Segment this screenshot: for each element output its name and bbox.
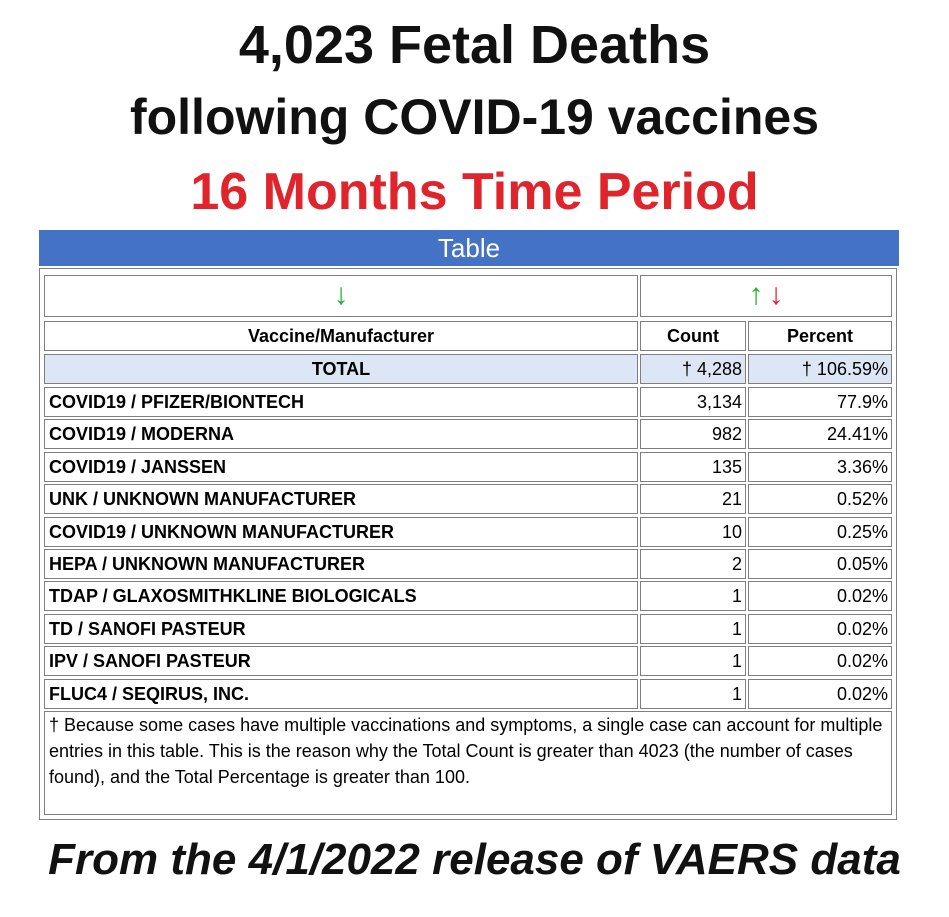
total-row-count: † 4,288 — [640, 354, 746, 384]
total-row-label: TOTAL — [44, 354, 638, 384]
table-row-count: 135 — [640, 452, 746, 482]
table-row-name: COVID19 / JANSSEN — [44, 452, 638, 482]
table-row-percent: 0.02% — [748, 646, 892, 676]
sort-down-icon[interactable]: ↓ — [333, 278, 349, 311]
table-row-name: FLUC4 / SEQIRUS, INC. — [44, 679, 638, 709]
table-row-count: 1 — [640, 646, 746, 676]
table-row-count: 1 — [640, 581, 746, 611]
table-row-percent: 3.36% — [748, 452, 892, 482]
table-row-count: 1 — [640, 679, 746, 709]
table-row-name: COVID19 / UNKNOWN MANUFACTURER — [44, 517, 638, 547]
table-row-percent: 0.02% — [748, 679, 892, 709]
table-row-percent: 0.52% — [748, 484, 892, 514]
column-header-percent[interactable]: Percent — [748, 321, 892, 351]
table-header-bar: Table — [39, 230, 899, 266]
sort-up-icon[interactable]: ↑ — [748, 278, 764, 311]
table-row-count: 1 — [640, 614, 746, 644]
footer-source: From the 4/1/2022 release of VAERS data — [48, 835, 901, 884]
table-row-percent: 0.02% — [748, 614, 892, 644]
table-row-count: 982 — [640, 419, 746, 449]
table-row-count: 21 — [640, 484, 746, 514]
table-row-count: 2 — [640, 549, 746, 579]
sort-down-icon[interactable]: ↓ — [768, 278, 784, 311]
table-footnote: † Because some cases have multiple vaccinations and symptoms, a single case can account for multiple entries in this table. This is the reason why the Total Count is greater than 4023 (the number of cases found), and the Total Percentage is greater than 100. — [44, 711, 892, 815]
total-row-percent: † 106.59% — [748, 354, 892, 384]
table-row-name: HEPA / UNKNOWN MANUFACTURER — [44, 549, 638, 579]
headline-subtitle: following COVID-19 vaccines — [129, 89, 820, 145]
table-row-percent: 0.02% — [748, 581, 892, 611]
data-table — [39, 268, 897, 820]
vaccine-sort-cell[interactable] — [44, 275, 638, 317]
table-row-name: TD / SANOFI PASTEUR — [44, 614, 638, 644]
count-sort-cell — [640, 275, 892, 317]
table-row-count: 10 — [640, 517, 746, 547]
table-row-name: COVID19 / MODERNA — [44, 419, 638, 449]
table-row-name: TDAP / GLAXOSMITHKLINE BIOLOGICALS — [44, 581, 638, 611]
table-row-percent: 0.25% — [748, 517, 892, 547]
table-row-percent: 0.05% — [748, 549, 892, 579]
column-header-count[interactable]: Count — [640, 321, 746, 351]
table-row-name: COVID19 / PFIZER/BIONTECH — [44, 387, 638, 417]
table-row-name: UNK / UNKNOWN MANUFACTURER — [44, 484, 638, 514]
table-row-percent: 24.41% — [748, 419, 892, 449]
table-row-percent: 77.9% — [748, 387, 892, 417]
table-row-count: 3,134 — [640, 387, 746, 417]
column-header-vaccine[interactable]: Vaccine/Manufacturer — [44, 321, 638, 351]
headline-time-period: 16 Months Time Period — [190, 163, 759, 221]
headline-title: 4,023 Fetal Deaths — [238, 15, 711, 75]
table-row-name: IPV / SANOFI PASTEUR — [44, 646, 638, 676]
